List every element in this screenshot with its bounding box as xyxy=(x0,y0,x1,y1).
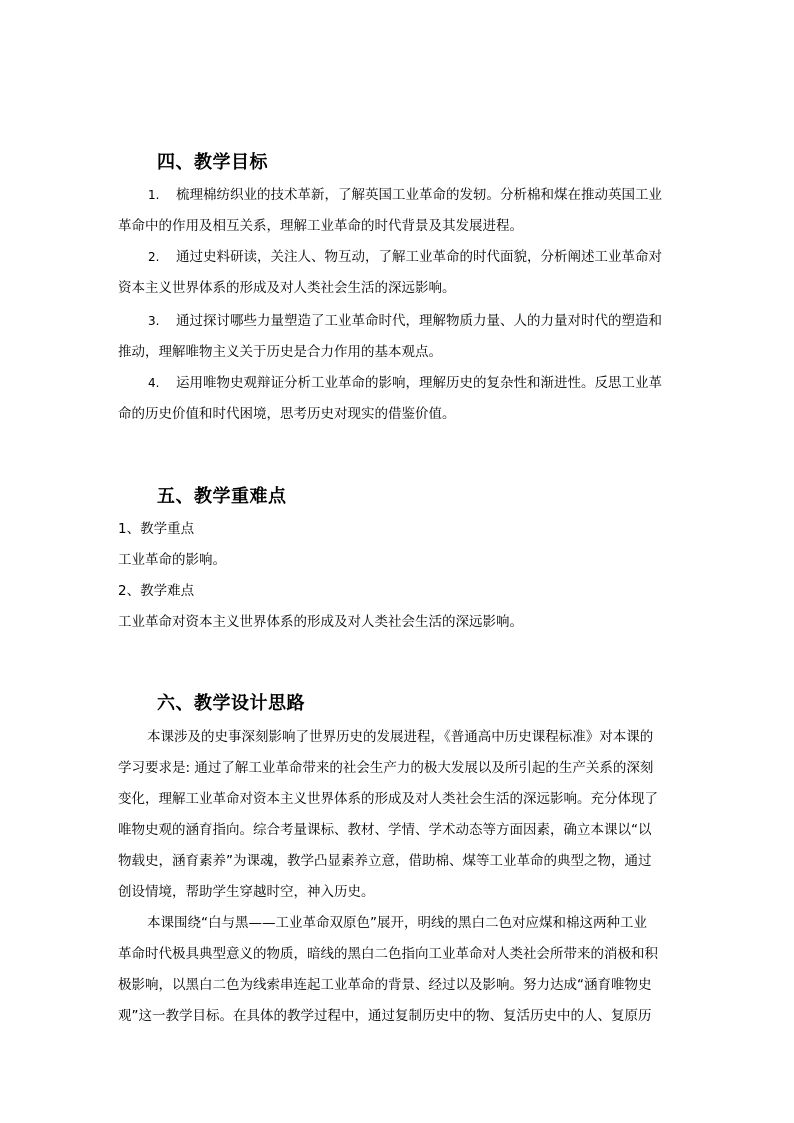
goal-item-4 xyxy=(148,375,662,391)
key-point-text: 工业革命的影响。 xyxy=(118,552,226,568)
goal-item-3 xyxy=(148,313,662,329)
section-heading-teaching-goals: 四、教学目标 xyxy=(157,152,268,173)
goal-text-continued: 推动，理解唯物主义关于历史是合力作用的基本观点。 xyxy=(118,344,442,360)
paragraph-line: 本课围绕“白与黑——工业革命双原色”展开，明线的黑白二色对应煤和棉这两种工业 xyxy=(147,915,647,931)
goal-text-continued: 命的历史价值和时代困境，思考历史对现实的借鉴价值。 xyxy=(118,406,456,422)
goal-text: 通过史料研读，关注人、物互动，了解工业革命的时代面貌，分析阐述工业革命对 xyxy=(176,249,662,265)
goal-number: 4. xyxy=(148,376,160,390)
section-heading-key-difficult-points: 五、教学重难点 xyxy=(157,486,287,507)
goal-text: 梳理棉纺织业的技术革新，了解英国工业革命的发轫。分析棉和煤在推动英国工业 xyxy=(176,187,662,203)
goal-text: 通过探讨哪些力量塑造了工业革命时代，理解物质力量、人的力量对时代的塑造和 xyxy=(176,313,662,329)
section-heading-design-ideas: 六、教学设计思路 xyxy=(157,693,305,714)
paragraph-line: 革命时代极具典型意义的物质，暗线的黑白二色指向工业革命对人类社会所带来的消极和积 xyxy=(118,946,658,962)
paragraph-line: 唯物史观的涵育指向。综合考量课标、教材、学情、学术动态等方面因素，确立本课以“以 xyxy=(118,822,652,838)
goal-item-1 xyxy=(148,187,662,203)
paragraph-line: 极影响，以黑白二色为线索串连起工业革命的背景、经过以及影响。努力达成“涵育唯物史 xyxy=(118,977,652,993)
paragraph-line: 变化，理解工业革命对资本主义世界体系的形成及对人类社会生活的深远影响。充分体现了 xyxy=(118,791,658,807)
goal-text-continued: 革命中的作用及相互关系，理解工业革命的时代背景及其发展进程。 xyxy=(118,218,523,234)
subheading-key-point: 1、教学重点 xyxy=(118,521,195,537)
paragraph-line: 观”这一教学目标。在具体的教学过程中，通过复制历史中的物、复活历史中的人、复原历 xyxy=(118,1008,652,1024)
paragraph-line: 学习要求是: 通过了解工业革命带来的社会生产力的极大发展以及所引起的生产关系的深刻 xyxy=(118,760,654,776)
subheading-difficult-point: 2、教学难点 xyxy=(118,583,195,599)
goal-item-2 xyxy=(148,249,662,265)
paragraph-line: 物载史，涵育素养”为课魂，教学凸显素养立意，借助棉、煤等工业革命的典型之物，通过 xyxy=(118,853,652,869)
goal-text: 运用唯物史观辩证分析工业革命的影响，理解历史的复杂性和渐进性。反思工业革 xyxy=(176,375,662,391)
goal-number: 1. xyxy=(148,188,160,202)
goal-number: 3. xyxy=(148,314,160,328)
goal-text-continued: 资本主义世界体系的形成及对人类社会生活的深远影响。 xyxy=(118,280,456,296)
paragraph-line: 本课涉及的史事深刻影响了世界历史的发展进程，《普通高中历史课程标准》对本课的 xyxy=(147,729,654,745)
difficult-point-text: 工业革命对资本主义世界体系的形成及对人类社会生活的深远影响。 xyxy=(118,614,523,630)
goal-number: 2. xyxy=(148,250,160,264)
paragraph-line: 创设情境，帮助学生穿越时空，神入历史。 xyxy=(118,884,375,900)
